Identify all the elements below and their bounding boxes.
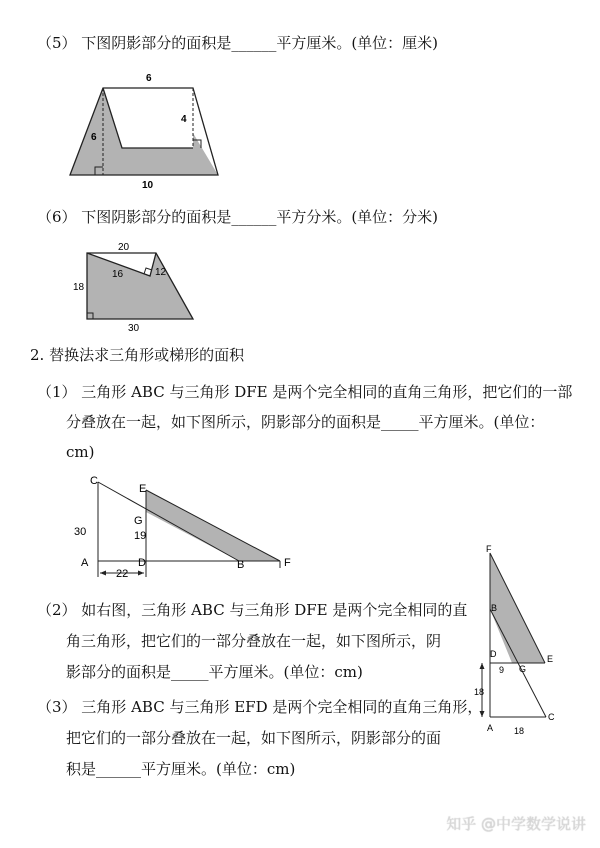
p1-label-F: F: [284, 557, 291, 569]
p2-label-18-vertical: 18: [474, 687, 485, 697]
p1-label-G: G: [134, 515, 143, 527]
p2-label-B: B: [491, 603, 498, 613]
p2-arrow-up: [480, 663, 485, 669]
q6-label-right-small: 12: [155, 267, 167, 278]
p1-figure: [70, 472, 300, 582]
q5-text: （5） 下图阴影部分的面积是______平方厘米。(单位：厘米): [37, 34, 439, 52]
p2-figure: [472, 545, 582, 735]
p2-label-D: D: [490, 649, 497, 659]
p1-arrow-right: [138, 571, 144, 576]
q6-figure: [70, 241, 210, 334]
p1-label-B: B: [237, 559, 245, 571]
q6-label-left: 18: [73, 282, 85, 293]
p1-label-E: E: [139, 483, 147, 495]
p1-line3: cm): [66, 443, 95, 461]
p2-line2: 角三角形，把它们的一部分叠放在一起，如下图所示，阴: [66, 632, 442, 650]
p1-label-A: A: [81, 557, 89, 569]
p1-cb: [98, 482, 239, 561]
section2-title: 2. 替换法求三角形或梯形的面积: [30, 346, 245, 364]
q5-figure: [70, 70, 230, 191]
p2-label-C: C: [548, 712, 555, 722]
p2-line3: 影部分的面积是_____平方厘米。(单位：cm): [66, 663, 363, 681]
q5-label-left-height: 6: [91, 132, 97, 143]
p2-label-F: F: [486, 544, 492, 554]
p2-label-A: A: [487, 723, 494, 733]
p2-label-9: 9: [499, 665, 505, 675]
p3-line1: （3） 三角形 ABC 与三角形 EFD 是两个完全相同的直角三角形，: [37, 698, 483, 716]
watermark: 知乎 @中学数学说讲: [446, 815, 586, 833]
q5-label-top: 6: [146, 73, 152, 84]
p2-label-E: E: [547, 654, 554, 664]
p2-line1: （2） 如右图，三角形 ABC 与三角形 DFE 是两个完全相同的直: [37, 601, 468, 619]
p3-line2: 把它们的一部分叠放在一起，如下图所示，阴影部分的面: [66, 729, 442, 747]
p1-line1: （1） 三角形 ABC 与三角形 DFE 是两个完全相同的直角三角形，把它们的一部: [37, 383, 573, 401]
q6-label-top: 20: [118, 242, 130, 253]
p2-label-G: G: [519, 664, 527, 674]
p3-line3: 积是______平方厘米。(单位：cm): [66, 760, 296, 778]
q5-label-right-height: 4: [181, 114, 187, 125]
p1-label-19: 19: [134, 530, 147, 542]
p1-label-30: 30: [74, 526, 87, 538]
q6-label-bottom: 30: [128, 323, 140, 334]
p1-label-C: C: [90, 475, 98, 487]
p2-label-18-bottom: 18: [514, 726, 525, 736]
p1-arrow-left: [100, 571, 106, 576]
p1-line2: 分叠放在一起，如下图所示，阴影部分的面积是_____平方厘米。(单位：: [66, 413, 545, 431]
q6-shaded-region: [87, 253, 193, 319]
q6-label-diag: 16: [112, 269, 124, 280]
p1-ef: [146, 490, 280, 561]
q6-text: （6） 下图阴影部分的面积是______平方分米。(单位：分米): [37, 208, 439, 226]
p1-label-22: 22: [116, 568, 129, 580]
p1-label-D: D: [138, 557, 146, 569]
q5-label-bottom: 10: [142, 180, 154, 191]
